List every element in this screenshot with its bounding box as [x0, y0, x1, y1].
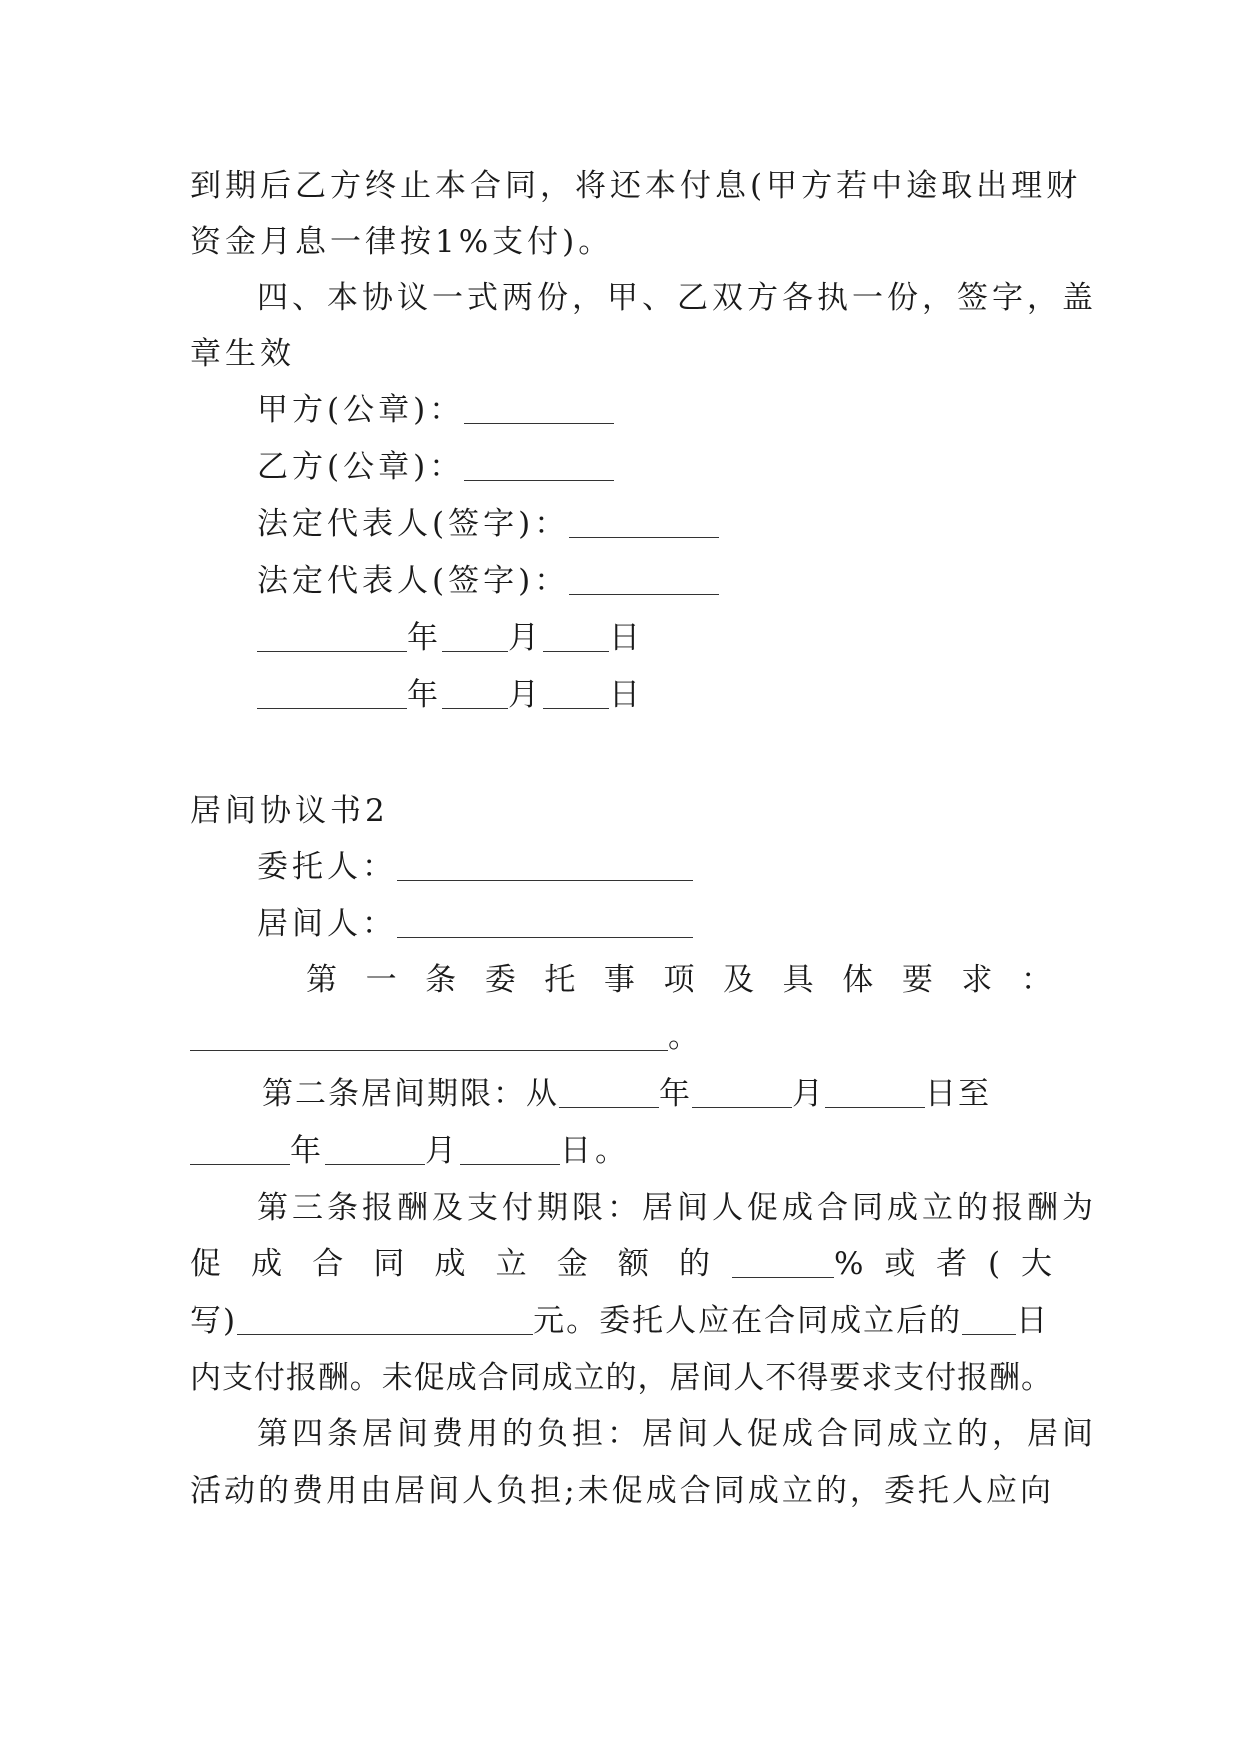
article-3-text: %或者(大 [834, 1246, 1052, 1282]
article-2-blank [325, 1134, 425, 1165]
broker-line [257, 904, 1052, 944]
broker-blank [397, 907, 693, 938]
day-label: 日 [609, 620, 644, 656]
day-label: 日。 [560, 1133, 630, 1169]
month-label: 月 [792, 1076, 825, 1112]
article-3-text: 元。委托人应在合同成立后的 [533, 1303, 963, 1339]
day-blank [543, 678, 609, 709]
rep-blank [569, 507, 719, 538]
rep-signature-line [257, 504, 1052, 544]
day-blank [543, 621, 609, 652]
article-2-label: 第二条居间期限：从 [262, 1076, 559, 1112]
article-1-end: 。 [668, 1019, 703, 1055]
days-blank [962, 1304, 1016, 1335]
article-2-blank [559, 1077, 659, 1108]
paragraph-line: 四、本协议一式两份，甲、乙双方各执一份，签字，盖 [257, 280, 1097, 316]
party-a-seal-line [257, 390, 1052, 430]
rep-label: 法定代表人(签字)： [257, 506, 570, 542]
article-2-blank [692, 1077, 792, 1108]
day-label: 日至 [925, 1076, 991, 1112]
article-2-blank [825, 1077, 925, 1108]
month-label: 月 [508, 620, 543, 656]
client-blank [397, 850, 693, 881]
party-a-label: 甲方(公章)： [257, 392, 465, 428]
article-2-line [262, 1074, 1052, 1114]
party-b-seal-line [257, 447, 1052, 487]
rep-blank [569, 564, 719, 595]
article-1: 第一条委托事项及具体要求： [306, 962, 1052, 998]
article-3-line [190, 1301, 1052, 1341]
article-2-line [190, 1131, 1052, 1171]
client-label: 委托人： [257, 849, 397, 885]
year-label: 年 [659, 1076, 692, 1112]
amount-blank [237, 1304, 533, 1335]
year-label: 年 [407, 677, 442, 713]
month-label: 月 [425, 1133, 460, 1169]
section-title: 居间协议书2 [190, 793, 389, 829]
article-2-blank [460, 1134, 560, 1165]
rep-label: 法定代表人(签字)： [257, 563, 570, 599]
article-3-line: 第三条报酬及支付期限：居间人促成合同成立的报酬为 [257, 1190, 1097, 1226]
rep-signature-line [257, 561, 1052, 601]
month-label: 月 [508, 677, 543, 713]
year-label: 年 [290, 1133, 325, 1169]
paragraph-line: 到期后乙方终止本合同，将还本付息(甲方若中途取出理财 [190, 168, 1082, 204]
article-4-line: 第四条居间费用的负担：居间人促成合同成立的，居间 [257, 1416, 1097, 1452]
party-b-label: 乙方(公章)： [257, 449, 465, 485]
client-line [257, 847, 1052, 887]
year-label: 年 [407, 620, 442, 656]
article-3-text: 促成合同成立金额的 [190, 1246, 710, 1282]
date-line [257, 675, 1052, 715]
article-3-line [190, 1244, 1052, 1284]
paragraph-line: 章生效 [190, 336, 295, 372]
party-b-blank [464, 450, 614, 481]
article-3-text: 日 [1016, 1303, 1050, 1339]
article-1-blank [190, 1020, 668, 1051]
month-blank [442, 678, 508, 709]
year-blank [257, 678, 407, 709]
article-2-blank [190, 1134, 290, 1165]
date-line [257, 618, 1052, 658]
article-3-text: 写) [190, 1303, 238, 1339]
year-blank [257, 621, 407, 652]
party-a-blank [464, 393, 614, 424]
percent-blank [732, 1247, 834, 1278]
article-1-blank-line [190, 1017, 1052, 1057]
article-3-line: 内支付报酬。未促成合同成立的，居间人不得要求支付报酬。 [190, 1360, 1052, 1396]
article-4-line: 活动的费用由居间人负担;未促成合同成立的，委托人应向 [190, 1473, 1052, 1509]
broker-label: 居间人： [257, 906, 397, 942]
month-blank [442, 621, 508, 652]
paragraph-line: 资金月息一律按1%支付)。 [190, 224, 614, 260]
day-label: 日 [609, 677, 644, 713]
